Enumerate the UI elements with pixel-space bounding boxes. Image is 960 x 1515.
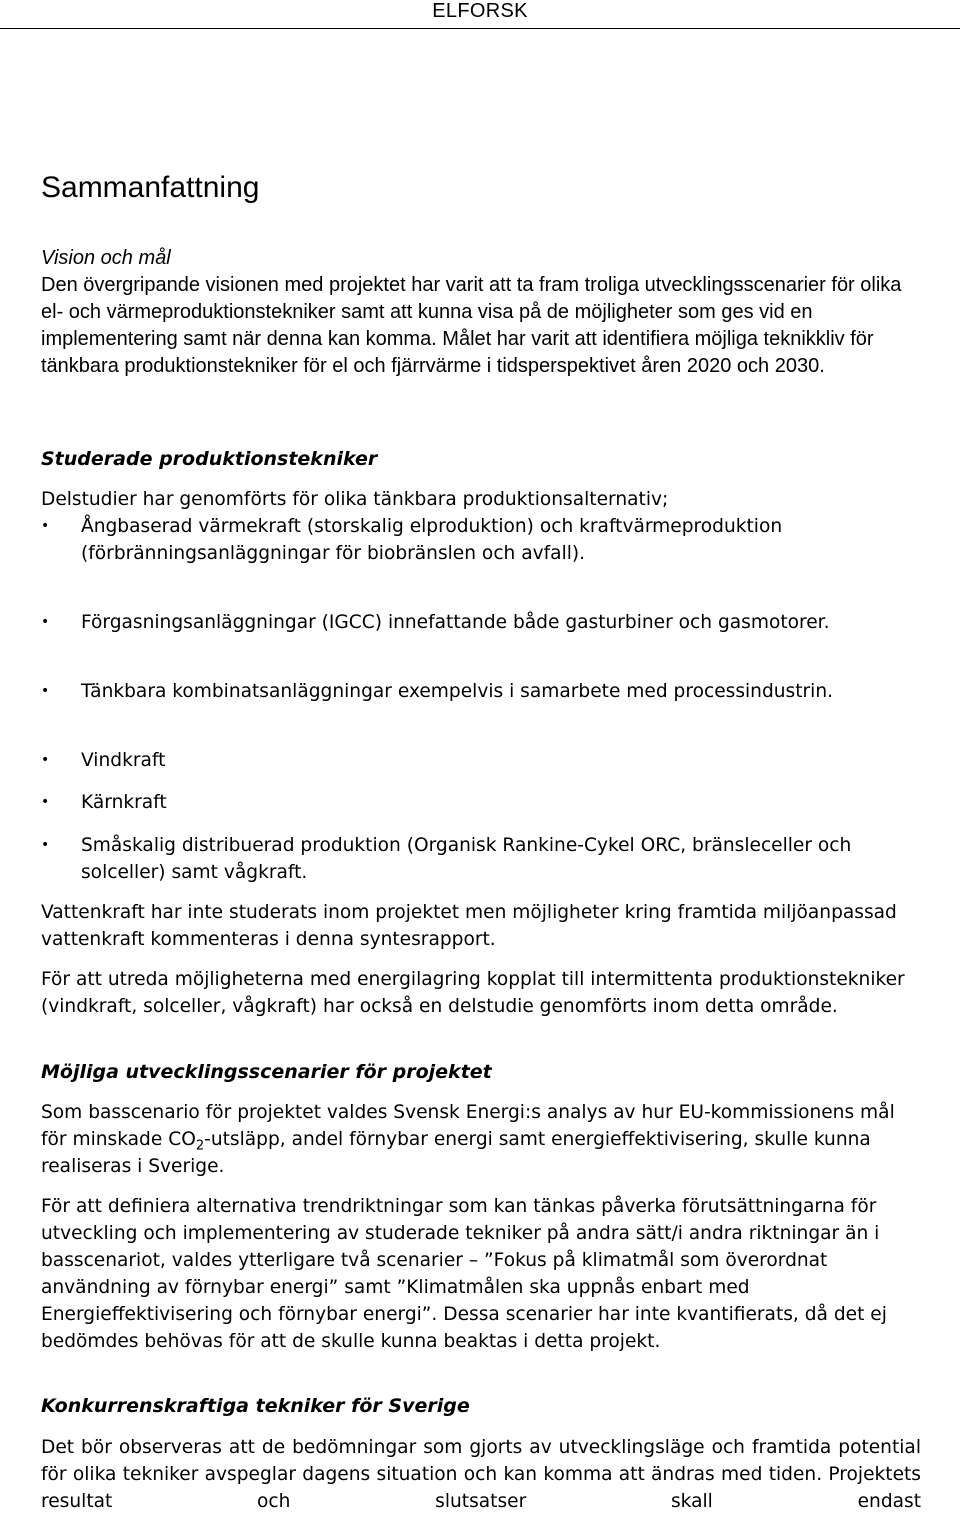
studerade-paragraph-1: Vattenkraft har inte studerats inom projektet men möjligheter kring framtida miljöanpassad vattenkraft kommenteras i denna syntesrapport. — [41, 902, 897, 950]
bullet-item — [41, 832, 921, 886]
scenarier-p1-after: -utsläpp, andel förnybar energi samt energieffektivisering, skulle kunna realiseras i Sverige. — [41, 1129, 871, 1177]
bullet-item — [41, 678, 921, 705]
bullet-item — [41, 789, 921, 816]
bullet-icon: • — [41, 518, 50, 534]
bullet-text: Kärnkraft — [81, 792, 167, 813]
bullet-icon: • — [41, 683, 50, 699]
bullet-text: Tänkbara kombinatsanläggningar exempelvis i samarbete med processindustrin. — [81, 681, 834, 702]
konkurrens-heading: Konkurrenskraftiga tekniker för Sverige — [41, 1395, 470, 1417]
bullet-icon: • — [41, 752, 50, 768]
bullet-icon: • — [41, 837, 50, 853]
scenarier-p1-sub: 2 — [195, 1138, 205, 1154]
scenarier-paragraph-2: För att definiera alternativa trendriktningar som kan tänkas påverka förutsättningarna för utveckling och implementering av studerade tekniker på andra sätt/i andra riktningar än i basscenariot, valdes ytterligare två scenarier – ”Fokus på klimatmål som överordnat användning av förnybar energi” samt ”Klimatmålen ska uppnås enbart med Energieffektivisering och förnybar energi”. Dessa scenarier har inte kvantifierats, då det ej bedömdes behövas för att de skulle kunna beaktas i detta projekt. — [41, 1196, 887, 1352]
bullet-item — [41, 513, 921, 567]
bullet-item — [41, 609, 921, 636]
bullet-item — [41, 747, 921, 774]
studerade-intro: Delstudier har genomförts för olika tänkbara produktionsalternativ; — [41, 489, 669, 510]
page-header — [0, 0, 960, 29]
bullet-text: Vindkraft — [81, 750, 166, 771]
bullet-text: Småskalig distribuerad produktion (Organisk Rankine-Cykel ORC, bränsleceller och solceller) samt vågkraft. — [81, 835, 852, 883]
vision-heading: Vision och mål — [41, 247, 171, 269]
studerade-paragraph-2: För att utreda möjligheterna med energilagring kopplat till intermittenta produktionstekniker (vindkraft, solceller, vågkraft) har också en delstudie genomförts inom detta område. — [41, 969, 905, 1017]
page-title: Sammanfattning — [41, 171, 260, 204]
scenarier-heading: Möjliga utvecklingsscenarier för projektet — [41, 1061, 492, 1083]
scenarier-paragraph-1 — [41, 1099, 921, 1180]
konkurrens-paragraph-1: Det bör observeras att de bedömningar som gjorts av utvecklingsläge och framtida potential för olika tekniker avspeglar dagens situation och kan komma att ändras med tiden. Projektets resultat och slutsatser skall endast — [41, 1437, 921, 1512]
scenarier-p1-before: Som basscenario för projektet valdes Svensk Energi:s analys av hur EU-kommissionens mål för minskade CO — [41, 1102, 895, 1150]
bullet-text: Ångbaserad värmekraft (storskalig elproduktion) och kraftvärmeproduktion (förbränningsanläggningar för biobränslen och avfall). — [81, 516, 783, 564]
vision-section — [41, 245, 921, 380]
bullet-text: Förgasningsanläggningar (IGCC) innefattande både gasturbiner och gasmotorer. — [81, 612, 830, 633]
bullet-icon: • — [41, 794, 50, 810]
bullet-icon: • — [41, 614, 50, 630]
header-title: ELFORSK — [432, 0, 528, 22]
vision-body: Den övergripande visionen med projektet har varit att ta fram troliga utvecklingsscenarier för olika el- och värmeproduktionstekniker samt att kunna visa på de möjligheter som ges vid en implementering samt när denna kan komma. Målet har varit att identifiera möjliga teknikkliv för tänkbara produktionstekniker för el och fjärrvärme i tidsperspektivet åren 2020 och 2030. — [41, 274, 902, 377]
studerade-heading: Studerade produktionstekniker — [41, 448, 378, 470]
